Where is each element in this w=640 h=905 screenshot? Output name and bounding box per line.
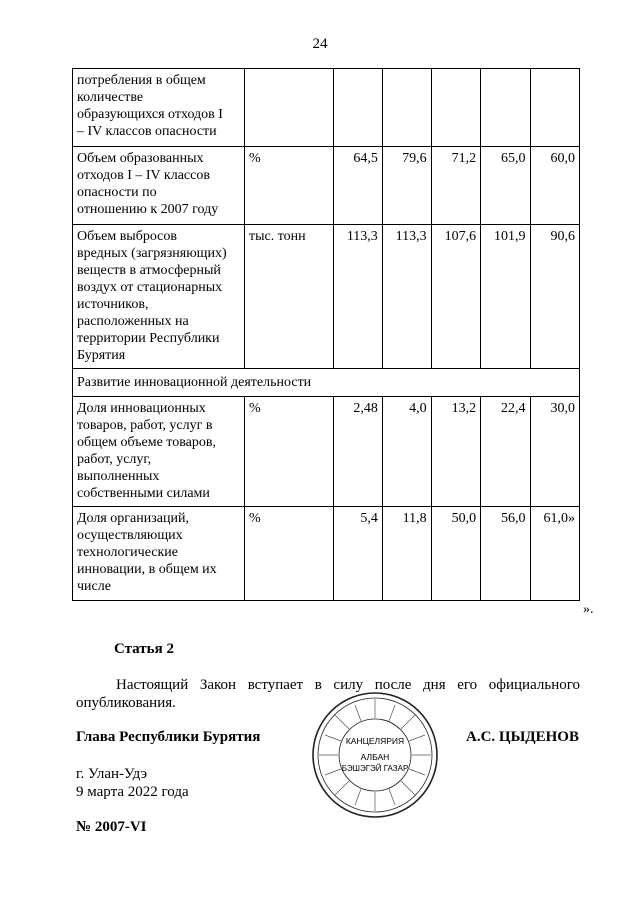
signing-place: г. Улан-Удэ xyxy=(76,766,148,782)
indicator-name: Объем выбросов вредных (загрязняющих) веществ в атмосферный воздух от стационарных источников, расположенных на территории Республики Бурятия xyxy=(73,225,245,369)
section-title: Развитие инновационной деятельности xyxy=(73,369,580,397)
indicator-value: 56,0 xyxy=(481,507,530,601)
indicator-value: 22,4 xyxy=(481,397,530,507)
indicator-value: 4,0 xyxy=(382,397,431,507)
indicator-value: 30,0 xyxy=(530,397,580,507)
table-row xyxy=(73,225,580,369)
law-number: № 2007-VI xyxy=(76,819,147,835)
indicator-value: 107,6 xyxy=(431,225,480,369)
indicator-value: 113,3 xyxy=(334,225,383,369)
indicator-value: 65,0 xyxy=(481,147,530,225)
section-row xyxy=(73,369,580,397)
indicator-name: Доля организаций, осуществляющих технологические инновации, в общем их числе xyxy=(73,507,245,601)
indicator-value: 5,4 xyxy=(334,507,383,601)
indicator-value xyxy=(530,69,580,147)
page-number: 24 xyxy=(312,36,328,52)
closing-quote: ». xyxy=(583,602,594,617)
indicator-value xyxy=(481,69,530,147)
indicator-value: 101,9 xyxy=(481,225,530,369)
indicator-name: потребления в общем количестве образующихся отходов I – IV классов опасности xyxy=(73,69,245,147)
indicator-value: 11,8 xyxy=(382,507,431,601)
indicator-value: 61,0» xyxy=(530,507,580,601)
indicator-name: Объем образованных отходов I – IV классов опасности по отношению к 2007 году xyxy=(73,147,245,225)
indicator-value: 71,2 xyxy=(431,147,480,225)
indicator-value: 113,3 xyxy=(382,225,431,369)
table-row xyxy=(73,507,580,601)
stamp-text: КАНЦЕЛЯРИЯ xyxy=(345,736,405,746)
indicator-value: 50,0 xyxy=(431,507,480,601)
indicator-value xyxy=(334,69,383,147)
indicator-unit: % xyxy=(245,397,334,507)
indicator-value: 90,6 xyxy=(530,225,580,369)
indicator-value xyxy=(431,69,480,147)
indicator-value: 13,2 xyxy=(431,397,480,507)
indicator-unit: % xyxy=(245,507,334,601)
indicator-unit xyxy=(245,69,334,147)
indicator-name: Доля инновационных товаров, работ, услуг в общем объеме товаров, работ, услуг, выполненных собственными силами xyxy=(73,397,245,507)
indicators-table xyxy=(72,68,580,601)
indicator-value: 2,48 xyxy=(334,397,383,507)
signatory-name: А.С. ЦЫДЕНОВ xyxy=(466,729,579,745)
indicator-value: 79,6 xyxy=(382,147,431,225)
official-stamp xyxy=(310,690,440,820)
article-body: Настоящий Закон вступает в силу после дня его официального опубликования. xyxy=(76,677,580,711)
indicator-unit: тыс. тонн xyxy=(245,225,334,369)
signatory-position: Глава Республики Бурятия xyxy=(76,729,261,745)
indicator-value xyxy=(382,69,431,147)
article-title: Статья 2 xyxy=(114,641,174,657)
indicator-value: 60,0 xyxy=(530,147,580,225)
indicator-unit: % xyxy=(245,147,334,225)
place-date xyxy=(76,765,189,801)
table-row xyxy=(73,397,580,507)
stamp-text: АЛБАН xyxy=(360,752,390,762)
indicator-value: 64,5 xyxy=(334,147,383,225)
table-row xyxy=(73,147,580,225)
stamp-text: БЭШЭГЭЙ ГАЗАР xyxy=(341,764,409,773)
table-row xyxy=(73,69,580,147)
signing-date: 9 марта 2022 года xyxy=(76,784,189,800)
